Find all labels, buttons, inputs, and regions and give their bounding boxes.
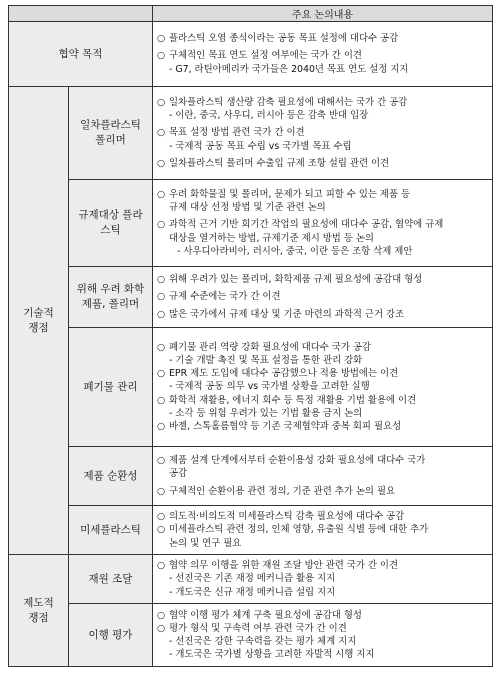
circle-bullet-icon: ○ [157, 188, 166, 200]
institutional-issues-label: 제도적 쟁점 [9, 555, 69, 667]
circle-bullet-icon: ○ [157, 394, 166, 406]
sub-item: - 국제적 공동 의무 vs 국가별 상황을 고려한 실행 [169, 381, 370, 393]
list-item: ○ 미세플라스틱 관련 정의, 인체 영향, 유출원 식별 등에 대한 추가 [157, 524, 429, 536]
circle-bullet-icon: ○ [157, 609, 166, 621]
row-microplastic [9, 506, 493, 555]
list-item-continuation: 논의 및 연구 필요 [169, 537, 242, 549]
list-item: ○ 우려 화학물질 및 폴리머, 문제가 되고 피할 수 있는 제품 등 [157, 188, 411, 200]
list-item: ○ 폐기물 관리 역량 강화 필요성에 대다수 국가 공감 [157, 341, 371, 353]
row-circularity [9, 447, 493, 506]
list-item: ○ 위해 우려가 있는 폴리머, 화학제품 규제 필요성에 공감대 형성 [157, 274, 423, 286]
microplastic-content [153, 506, 493, 555]
list-item-continuation: 공감 [169, 468, 188, 480]
sub-item: - G7, 라틴아메리카 국가들은 2040년 목표 연도 설정 지지 [169, 63, 409, 75]
list-item: ○ 협약 이행 평가 체계 구축 필요성에 공감대 형성 [157, 609, 362, 621]
circle-bullet-icon: ○ [157, 485, 166, 497]
list-item: ○ 화학적 재활용, 에너지 회수 등 특정 재활용 기법 활용에 이견 [157, 394, 417, 406]
circle-bullet-icon: ○ [157, 511, 166, 523]
circle-bullet-icon: ○ [157, 308, 166, 320]
circle-bullet-icon: ○ [157, 50, 166, 62]
circle-bullet-icon: ○ [157, 421, 166, 432]
list-item: ○ 규제 수준에는 국가 간 이견 [157, 291, 281, 303]
list-item: ○ 플라스틱 오염 종식이라는 공동 목표 설정에 대다수 공감 [157, 33, 399, 45]
row-hazardous [9, 267, 493, 328]
technical-issues-label: 기술적 쟁점 [9, 87, 69, 555]
list-item: ○ 바젤, 스톡홀름협약 등 기존 국제협약과 중복 회피 필요성 [157, 421, 402, 432]
sub-item: - 개도국은 신규 재정 메커니즘 설립 지지 [169, 586, 336, 598]
sub-item: - 사우디아라비아, 러시아, 중국, 이란 등은 조항 삭제 제안 [177, 245, 413, 257]
primary-plastic-label: 일차플라스틱 폴리머 [69, 87, 153, 180]
header-empty-cell [9, 6, 153, 22]
regulated-plastics-label: 규제대상 플라 스틱 [69, 180, 153, 267]
sub-item: - 기술 개발 촉진 및 목표 설정을 통한 관리 강화 [169, 354, 363, 366]
agreement-purpose-content [153, 22, 493, 87]
hazardous-content [153, 267, 493, 328]
row-finance [9, 555, 493, 604]
circle-bullet-icon: ○ [157, 455, 166, 467]
document-page [8, 5, 492, 667]
list-item: ○ 평가 형식 및 구속력 여부 관련 국가 간 이견 [157, 622, 347, 634]
sub-item: - 개도국은 국가별 상황을 고려한 자발적 시행 지지 [169, 649, 375, 661]
header-title: 주요 논의내용 [153, 6, 493, 22]
list-item: ○ 협약 의무 이행을 위한 재원 조달 방안 관련 국가 간 이견 [157, 560, 399, 572]
list-item: ○ 일차플라스틱 폴리머 수출입 규제 조항 설립 관련 이견 [157, 157, 390, 169]
circle-bullet-icon: ○ [157, 127, 166, 139]
list-item: ○ 제품 설계 단계에서부터 순환이용성 강화 필요성에 대다수 국가 [157, 455, 426, 467]
list-item-continuation: 대상을 열거하는 방법, 규제기준 제시 방법 등 논의 [169, 232, 374, 244]
evaluation-content [153, 604, 493, 667]
finance-label: 재원 조달 [69, 555, 153, 604]
circle-bullet-icon: ○ [157, 560, 166, 572]
row-evaluation [9, 604, 493, 667]
evaluation-label: 이행 평가 [69, 604, 153, 667]
row-primary-plastic [9, 87, 493, 180]
list-item: ○ 의도적·비의도적 미세플라스틱 감축 필요성에 대다수 공감 [157, 511, 405, 523]
circle-bullet-icon: ○ [157, 524, 166, 536]
hazardous-label: 위해 우려 화학 제품, 폴리머 [69, 267, 153, 328]
circle-bullet-icon: ○ [157, 291, 166, 303]
waste-label: 폐기물 관리 [69, 328, 153, 447]
circle-bullet-icon: ○ [157, 96, 166, 108]
list-item: ○ EPR 제도 도입에 대다수 공감했으나 적용 방법에는 이견 [157, 368, 399, 380]
list-item: ○ 과학적 근거 기반 회기간 작업의 필요성에 대다수 공감, 협약에 규제 [157, 219, 444, 231]
list-item: ○ 많은 국가에서 규제 대상 및 기준 마련의 과학적 근거 강조 [157, 308, 405, 320]
waste-content [153, 328, 493, 447]
list-item: ○ 구체적인 순환이용 관련 정의, 기준 관련 추가 논의 필요 [157, 485, 396, 497]
circle-bullet-icon: ○ [157, 368, 166, 380]
regulated-plastics-content [153, 180, 493, 267]
row-agreement-purpose [9, 22, 493, 87]
circularity-label: 제품 순환성 [69, 447, 153, 506]
circle-bullet-icon: ○ [157, 622, 166, 634]
microplastic-label: 미세플라스틱 [69, 506, 153, 555]
circularity-content [153, 447, 493, 506]
list-item: ○ 일차플라스틱 생산량 감축 필요성에 대해서는 국가 간 공감 [157, 96, 408, 108]
agreement-purpose-label: 협약 목적 [9, 22, 153, 87]
circle-bullet-icon: ○ [157, 219, 166, 231]
circle-bullet-icon: ○ [157, 274, 166, 286]
sub-item: - 선진국은 강한 구속력을 갖는 평가 체계 지지 [169, 636, 357, 647]
sub-item: - 소각 등 위험 우려가 있는 기법 활용 금지 논의 [169, 407, 363, 419]
row-waste [9, 328, 493, 447]
list-item: ○ 목표 설정 방법 관련 국가 간 이견 [157, 127, 305, 139]
header-row [9, 6, 493, 22]
discussion-table [8, 5, 493, 667]
sub-item: - 이란, 중국, 사우디, 러시아 등은 감축 반대 입장 [169, 110, 369, 122]
circle-bullet-icon: ○ [157, 33, 166, 45]
sub-item: - 선진국은 기존 재정 메커니즘 활용 지지 [169, 573, 336, 585]
circle-bullet-icon: ○ [157, 341, 166, 353]
sub-item: - 국제적 공동 목표 수립 vs 국가별 목표 수립 [169, 140, 352, 152]
row-regulated-plastics [9, 180, 493, 267]
list-item: ○ 구체적인 목표 연도 설정 여부에는 국가 간 이견 [157, 50, 362, 62]
finance-content [153, 555, 493, 604]
list-item-continuation: 규제 대상 선정 방법 및 기준 관련 논의 [169, 202, 326, 214]
circle-bullet-icon: ○ [157, 157, 166, 169]
primary-plastic-content [153, 87, 493, 180]
